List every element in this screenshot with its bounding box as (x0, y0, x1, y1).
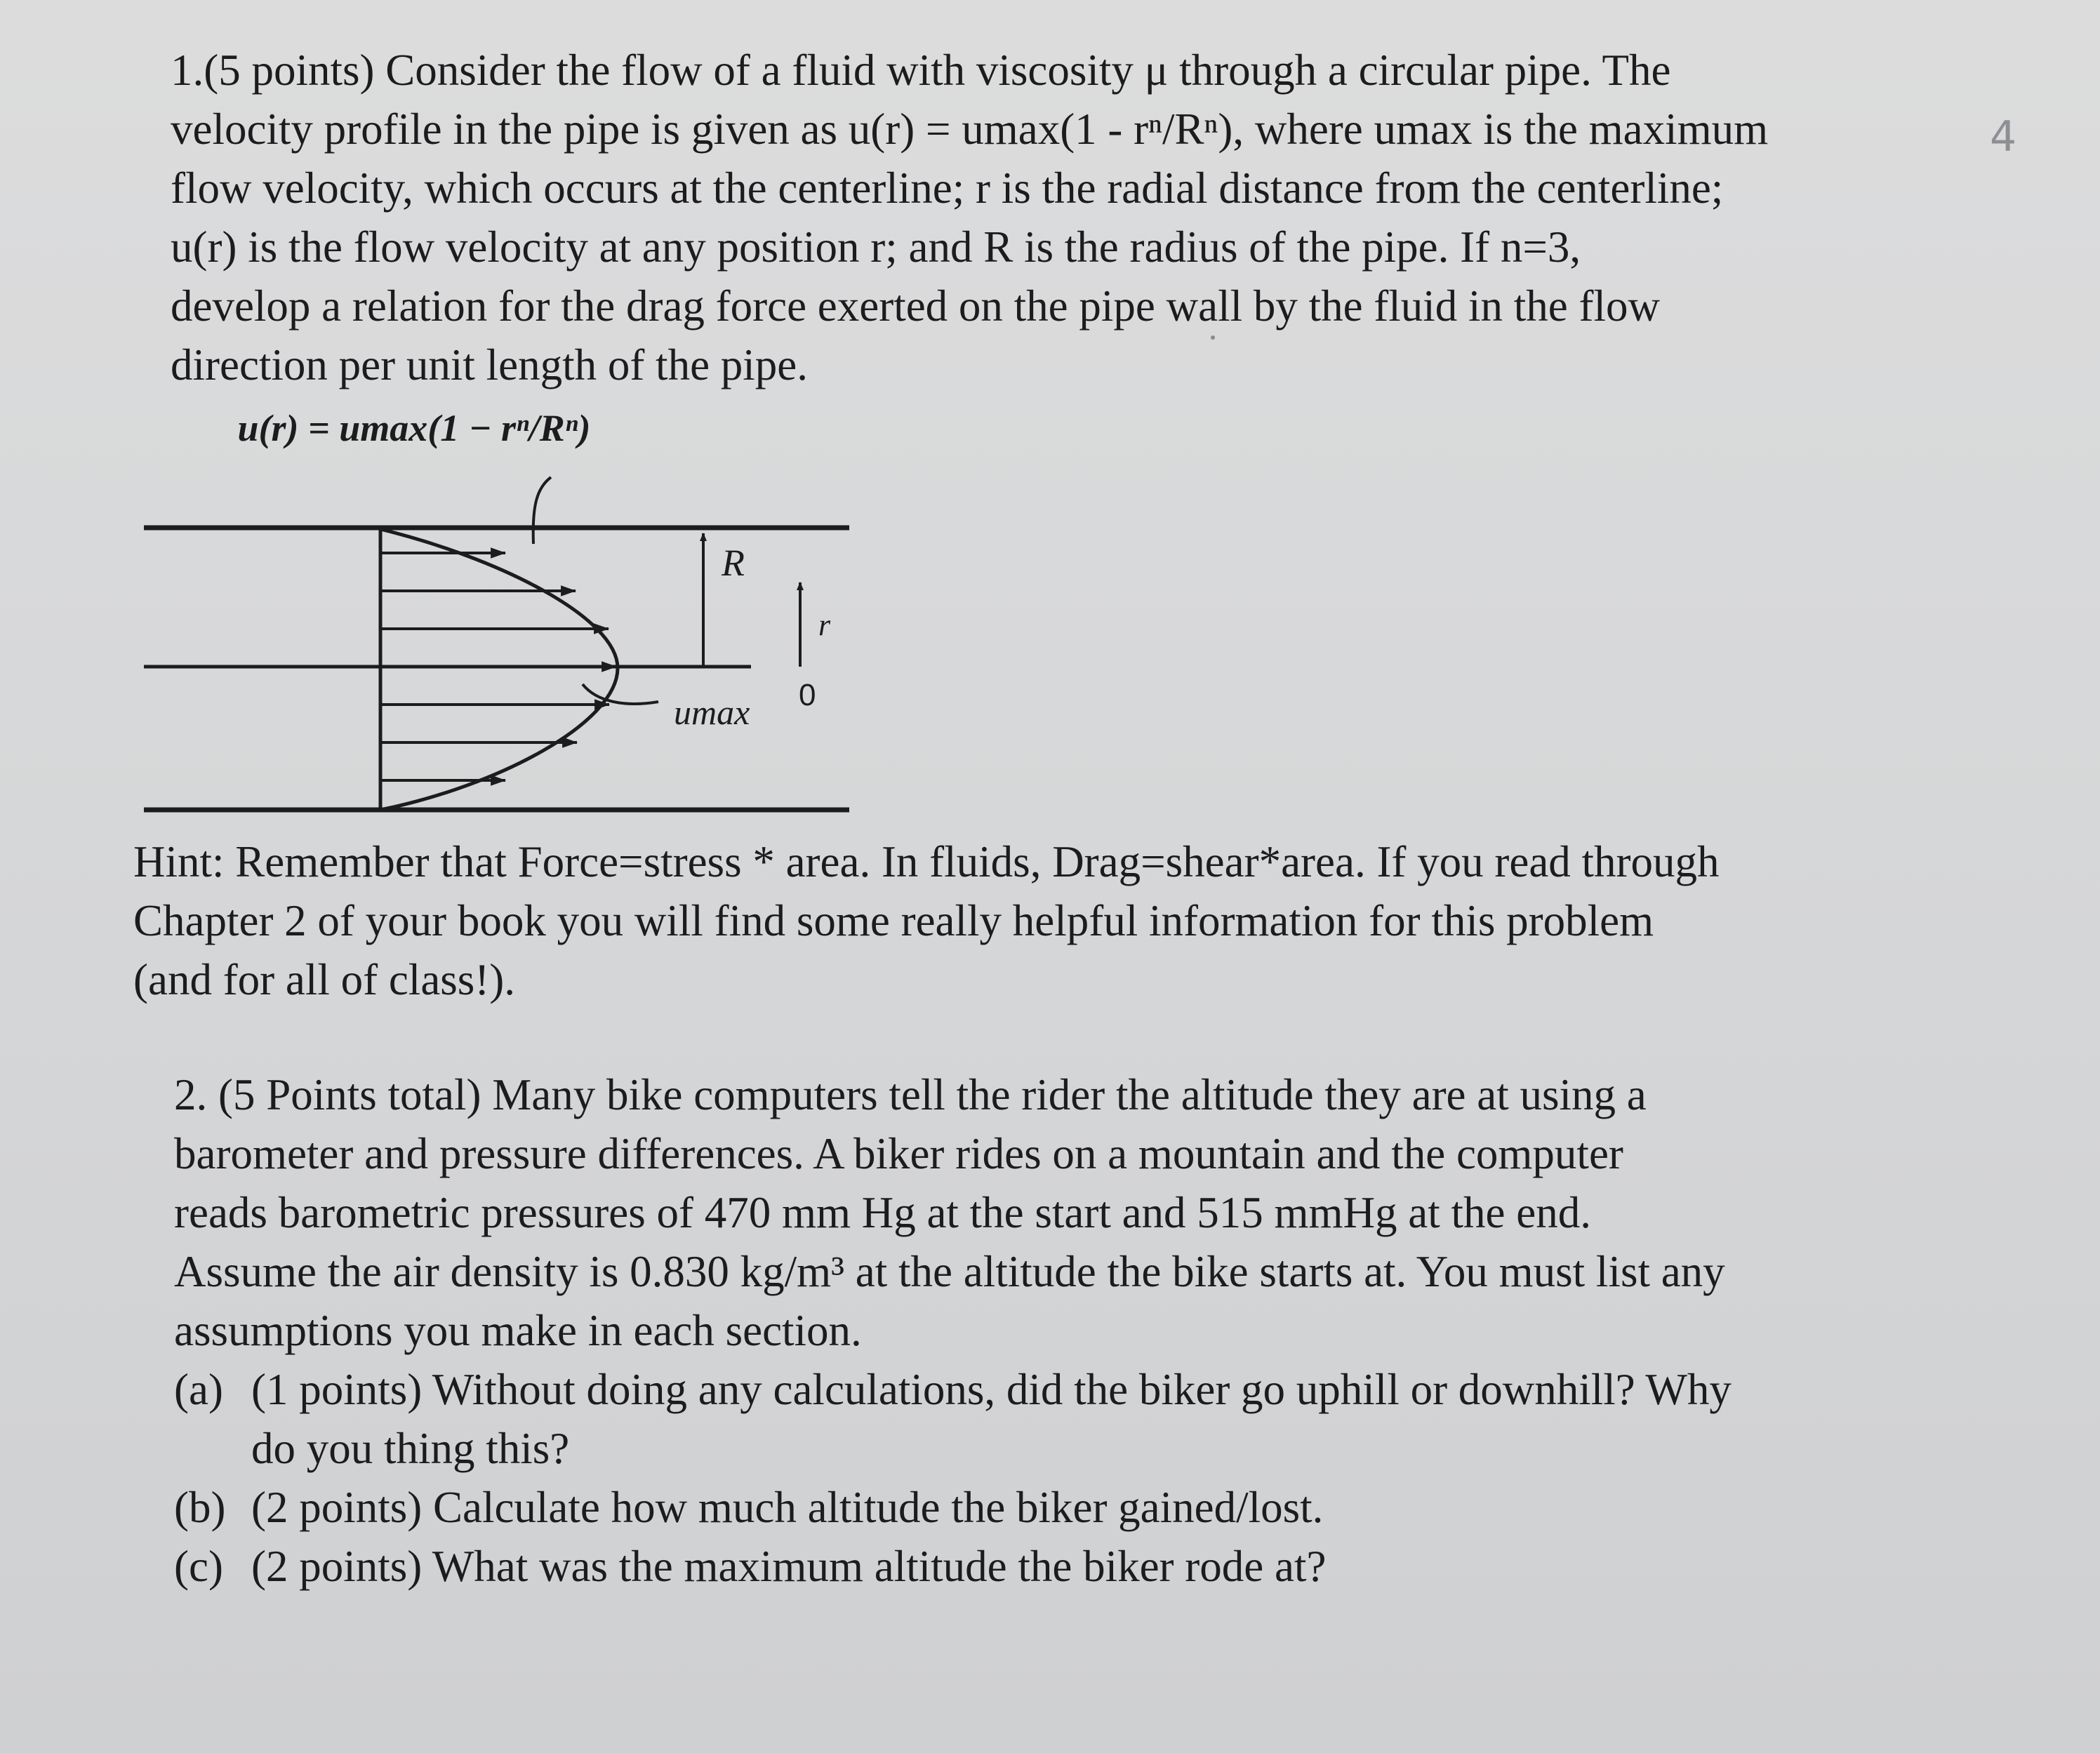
stray-dot (1211, 335, 1215, 340)
umax-leader-line (583, 684, 658, 704)
question-1-line: flow velocity, which occurs at the centerline; r is the radial distance from the centerline; (171, 164, 1724, 213)
question-2-part-b (174, 1478, 1732, 1537)
corner-pencil-mark: 4 (1990, 112, 2017, 161)
question-2-line: Assume the air density is 0.830 kg/m³ at the altitude the bike starts at. You must list any (174, 1247, 1725, 1296)
radius-R-label: R (722, 542, 745, 584)
part-label: (a) (174, 1365, 223, 1414)
velocity-equation-label: u(r) = umax(1 − rⁿ/Rⁿ) (237, 407, 591, 449)
question-1-line: velocity profile in the pipe is given as u(r) = umax(1 - rⁿ/Rⁿ), where umax is the maximum (171, 105, 1769, 154)
hint-paragraph (133, 832, 1720, 1009)
question-2-line: assumptions you make in each section. (174, 1306, 862, 1355)
question-1-line: 1.(5 points) Consider the flow of a fluid with viscosity μ through a circular pipe. The (171, 46, 1671, 95)
question-1 (171, 41, 1768, 394)
question-1-line: direction per unit length of the pipe. (171, 340, 808, 389)
question-1-line: u(r) is the flow velocity at any position r; and R is the radius of the pipe. If n=3, (171, 222, 1581, 272)
hint-line: Hint: Remember that Force=stress * area. In fluids, Drag=shear*area. If you read through (133, 837, 1720, 886)
part-text: (2 points) What was the maximum altitude the biker rode at? (251, 1542, 1327, 1591)
part-text: (1 points) Without doing any calculations, did the biker go uphill or downhill? Why (251, 1365, 1732, 1414)
question-2-line: reads barometric pressures of 470 mm Hg at the start and 515 mmHg at the end. (174, 1188, 1591, 1237)
question-2-part-c (174, 1537, 1732, 1596)
radial-r-label: r (818, 608, 831, 642)
pipe-flow-diagram (133, 407, 870, 821)
centerline-zero-label: 0 (799, 678, 816, 712)
velocity-profile-curve (380, 529, 618, 810)
umax-label: umax (674, 693, 750, 732)
question-2 (174, 1065, 1732, 1596)
part-text-continued: do you thing this? (251, 1424, 570, 1473)
hint-line: Chapter 2 of your book you will find some really helpful information for this problem (133, 896, 1654, 945)
part-label: (b) (174, 1483, 226, 1532)
part-text: (2 points) Calculate how much altitude the biker gained/lost. (251, 1483, 1324, 1532)
question-1-line: develop a relation for the drag force exerted on the pipe wall by the fluid in the flow (171, 281, 1660, 331)
part-label: (c) (174, 1542, 223, 1591)
equation-leader-line (533, 477, 551, 544)
hint-line: (and for all of class!). (133, 955, 516, 1004)
question-2-line: 2. (5 Points total) Many bike computers tell the rider the altitude they are at using a (174, 1070, 1647, 1119)
question-2-part-a (174, 1360, 1732, 1419)
question-2-line: barometer and pressure differences. A biker rides on a mountain and the computer (174, 1129, 1623, 1178)
